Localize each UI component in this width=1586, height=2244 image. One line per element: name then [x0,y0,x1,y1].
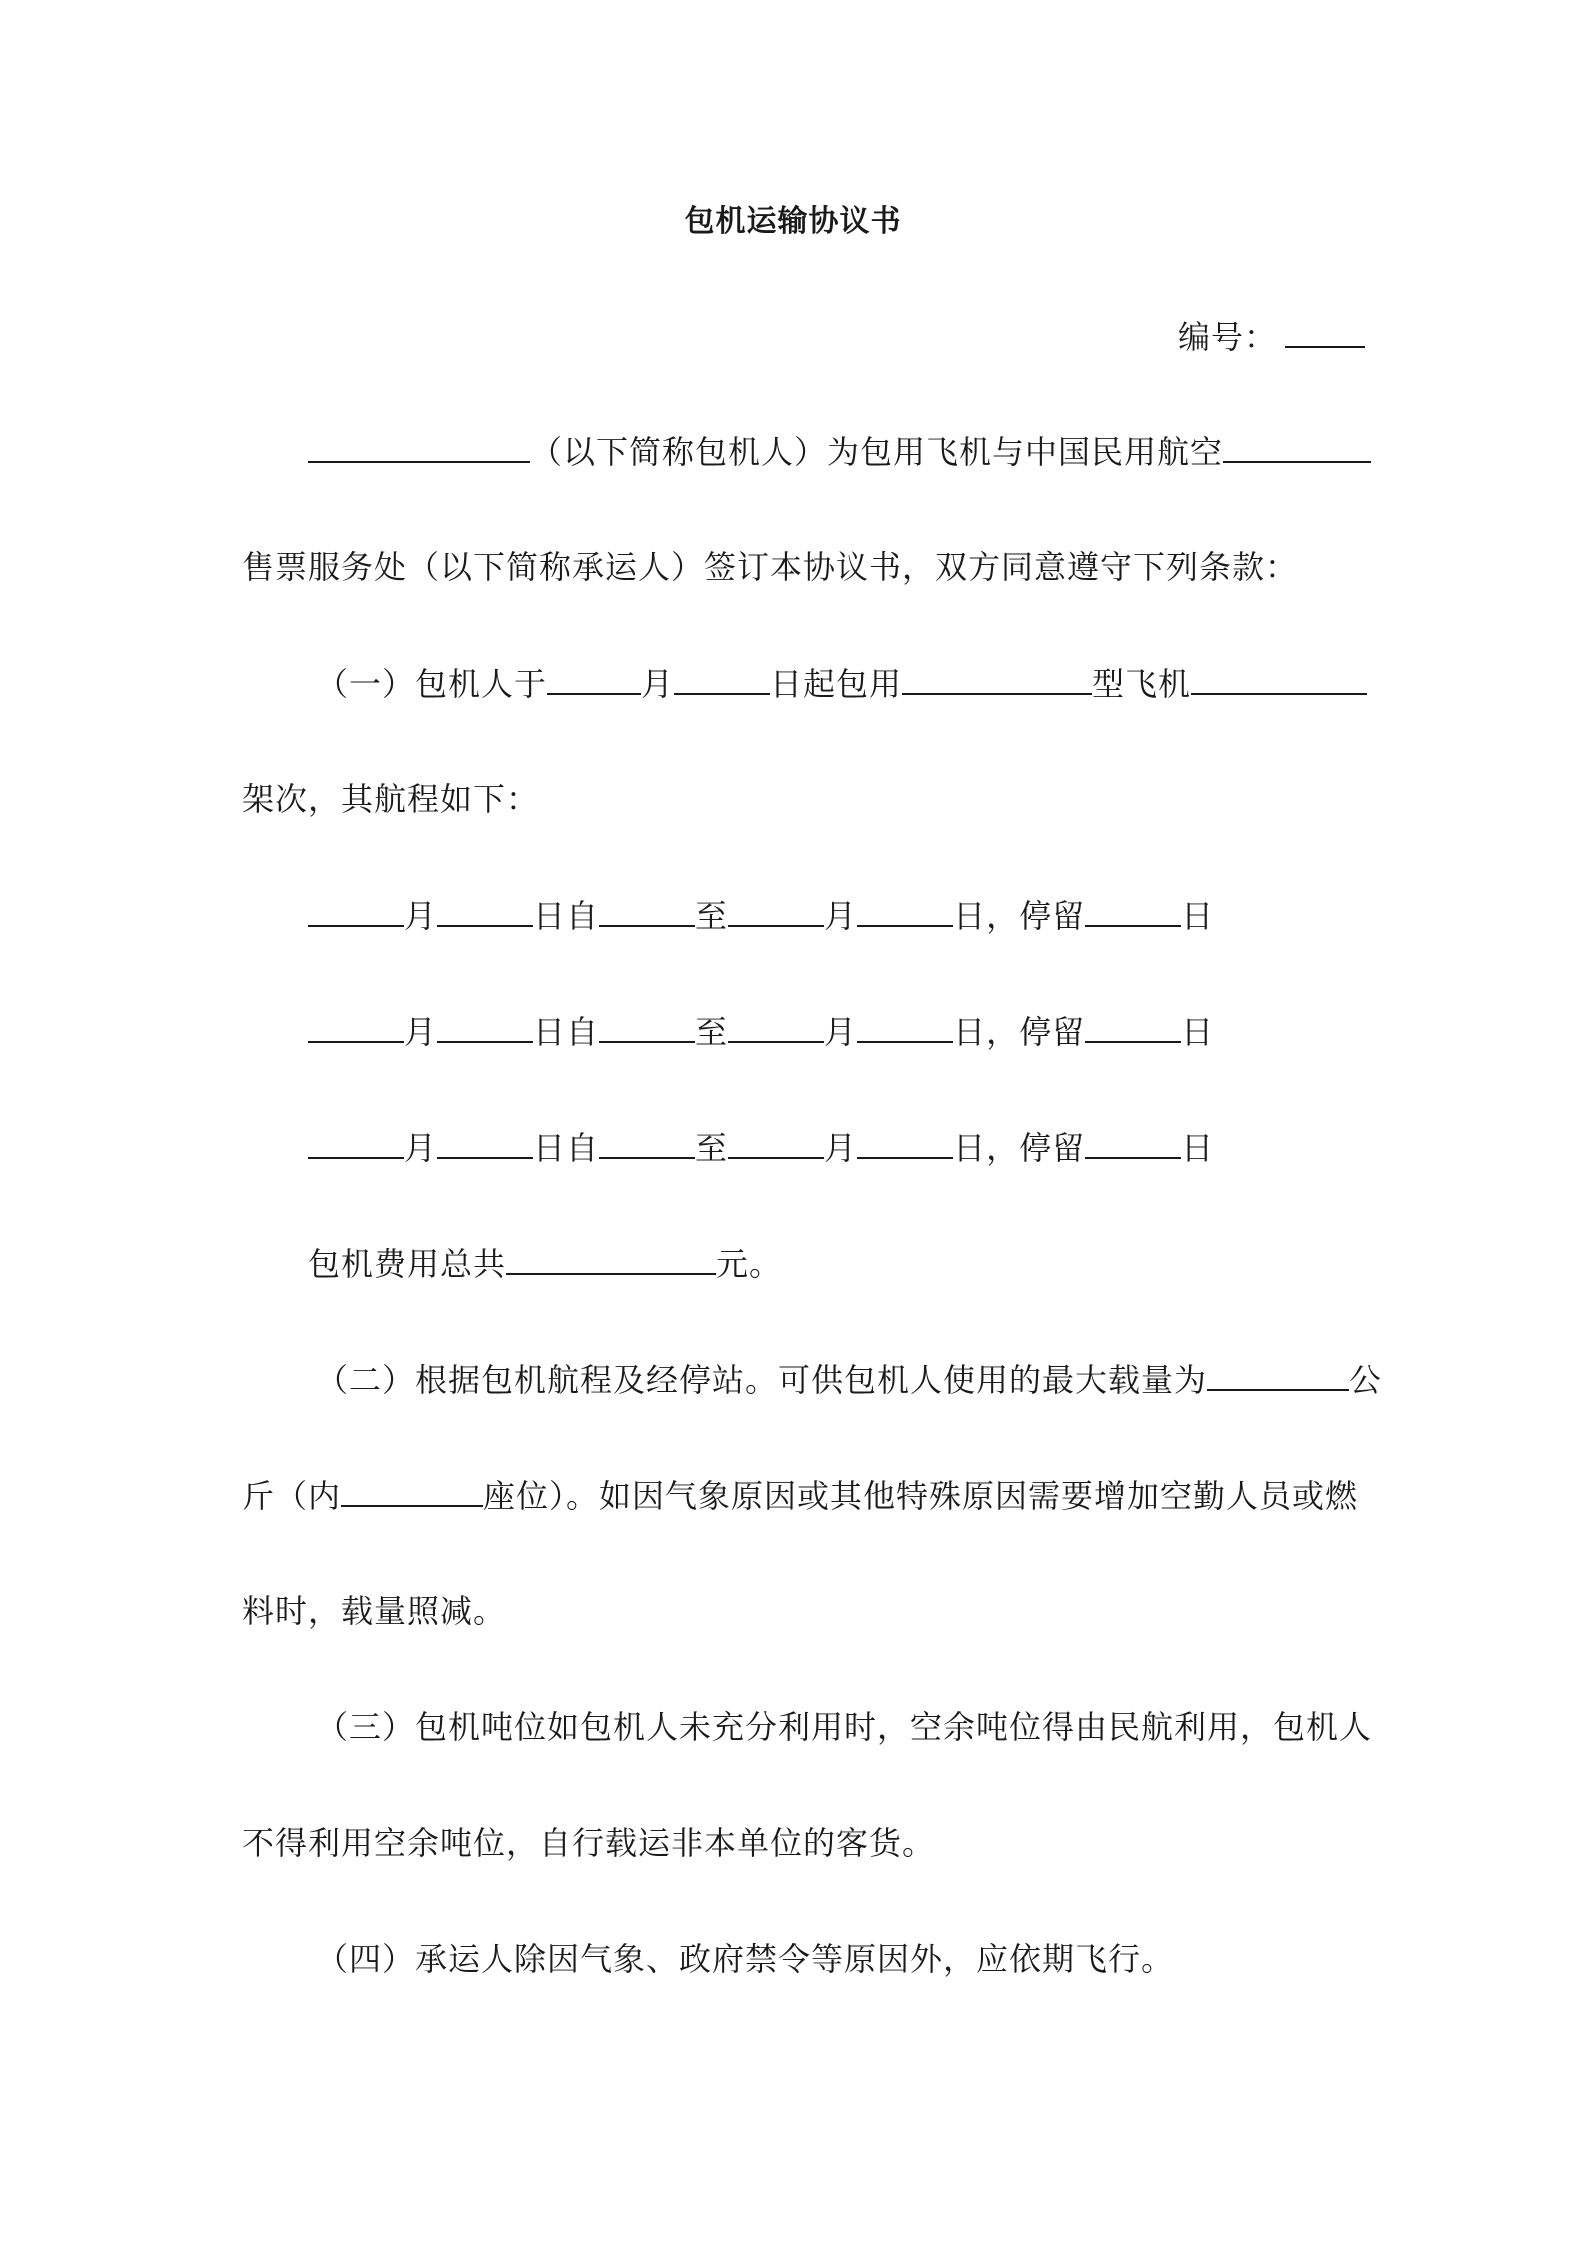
document-number [1178,316,1365,357]
start-month-blank [547,663,641,695]
document-title: 包机运输协议书 [684,204,902,239]
route3-month2-label: 月 [824,1129,858,1167]
route1-day-blank [437,895,533,927]
route2-to-label: 至 [695,1013,729,1051]
route3-stay-label: 日，停留 [953,1129,1086,1167]
route1-from-blank [599,895,695,927]
sorties-blank [1191,663,1367,695]
route3-to-label: 至 [695,1129,729,1167]
clause1-month-label: 月 [641,665,675,703]
route1-month-blank [308,895,404,927]
clause2-line3: 料时，载量照减。 [242,1592,507,1630]
para1-line2: 售票服务处（以下简称承运人）签订本协议书，双方同意遵守下列条款： [242,548,1299,586]
route2-to-blank [728,1011,824,1043]
route2-day-blank [437,1011,533,1043]
clause2-line2 [242,1475,1358,1516]
clause2-text1: （二）根据包机航程及经停站。可供包机人使用的最大载量为 [316,1361,1208,1399]
route2-stay-blank [1085,1011,1181,1043]
route3-month-blank [308,1127,404,1159]
route-row-3 [308,1127,1214,1168]
aircraft-type-blank [902,663,1092,695]
route3-to-blank [728,1127,824,1159]
clause1-text1: （一）包机人于 [316,665,548,703]
clause3-line2: 不得利用空余吨位，自行载运非本单位的客货。 [242,1824,936,1862]
route2-stay-label: 日，停留 [953,1013,1086,1051]
seats-blank [341,1475,483,1507]
para1-text1: （以下简称包机人）为包用飞机与中国民用航空 [530,433,1224,471]
route1-day-label: 日 [1181,897,1215,935]
route1-month-label: 月 [404,897,438,935]
clause1-line2: 架次，其航程如下： [242,780,540,818]
clause1-text3: 日起包用 [770,665,903,703]
route3-stay-blank [1085,1127,1181,1159]
start-day-blank [674,663,770,695]
route1-day2-blank [857,895,953,927]
clause4-line1: （四）承运人除因气象、政府禁令等原因外，应依期飞行。 [316,1940,1175,1978]
route2-day2-blank [857,1011,953,1043]
route3-day2-blank [857,1127,953,1159]
route1-stay-blank [1085,895,1181,927]
route1-stay-label: 日，停留 [953,897,1086,935]
route3-month-label: 月 [404,1129,438,1167]
route2-from-label: 日自 [533,1013,600,1051]
route2-from-blank [599,1011,695,1043]
clause1-line1 [316,663,1367,704]
fee-label: 包机费用总共 [308,1245,507,1283]
number-label: 编号： [1178,318,1278,356]
route2-month-label: 月 [404,1013,438,1051]
charterer-name-blank [308,431,530,463]
clause2-text2: 公 [1349,1361,1383,1399]
para1-line1 [308,431,1371,472]
clause2-line1 [316,1359,1382,1400]
max-load-blank [1207,1359,1349,1391]
clause2-text4: 座位）。如因气象原因或其他特殊原因需要增加空勤人员或燃 [483,1477,1359,1515]
route-row-1 [308,895,1214,936]
route2-month2-label: 月 [824,1013,858,1051]
fee-amount-blank [506,1243,716,1275]
fee-unit: 元。 [716,1245,783,1283]
fee-line [308,1243,782,1284]
route3-from-blank [599,1127,695,1159]
route3-day-label: 日 [1181,1129,1215,1167]
route3-from-label: 日自 [533,1129,600,1167]
clause2-text3: 斤（内 [242,1477,342,1515]
route1-from-label: 日自 [533,897,600,935]
route1-to-blank [728,895,824,927]
route1-month2-label: 月 [824,897,858,935]
clause3-line1: （三）包机吨位如包机人未充分利用时，空余吨位得由民航利用，包机人 [316,1708,1373,1746]
route-row-2 [308,1011,1214,1052]
clause1-text4: 型飞机 [1092,665,1192,703]
route1-to-label: 至 [695,897,729,935]
route2-month-blank [308,1011,404,1043]
office-name-blank [1223,431,1371,463]
number-blank [1285,316,1365,348]
route2-day-label: 日 [1181,1013,1215,1051]
route3-day-blank [437,1127,533,1159]
